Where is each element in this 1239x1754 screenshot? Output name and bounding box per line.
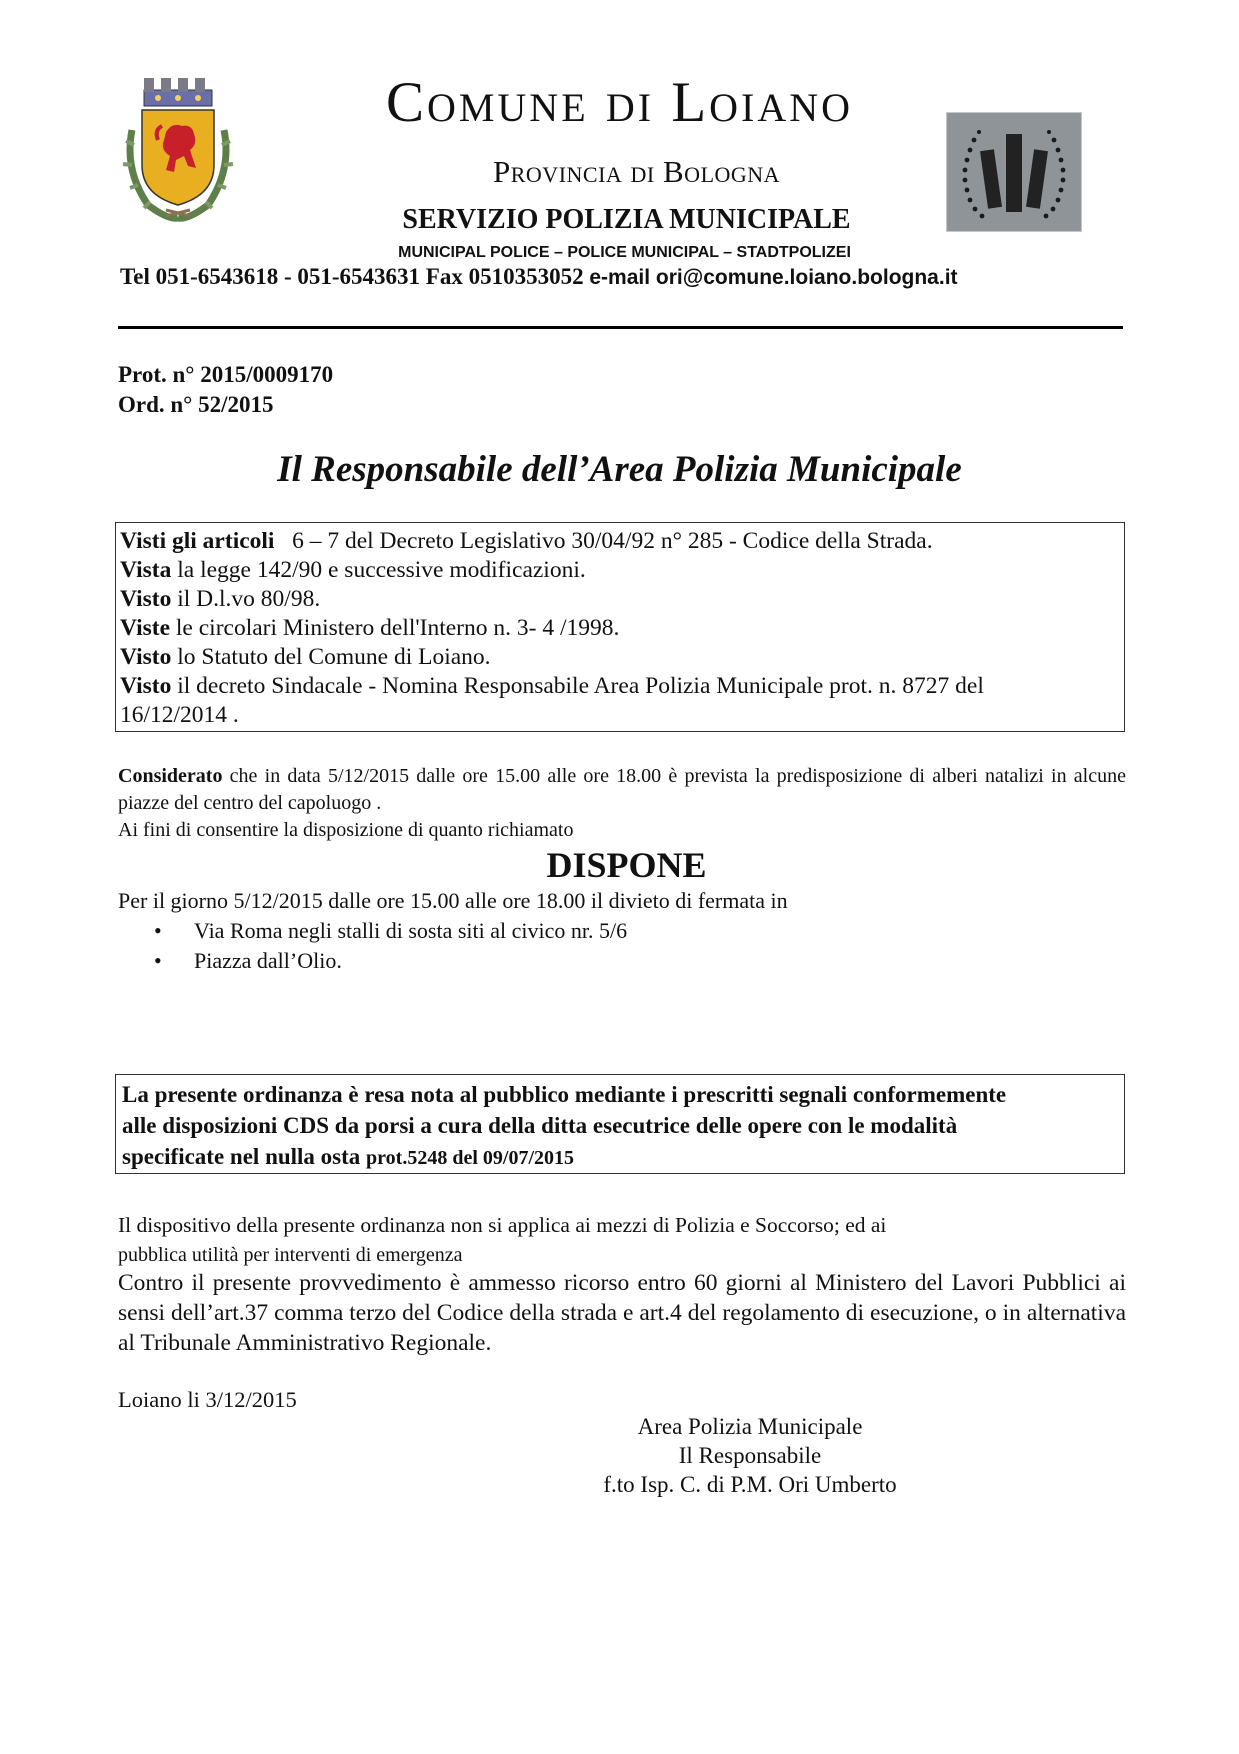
list-item: • Piazza dall’Olio. (154, 948, 342, 973)
applicability-line: Il dispositivo della presente ordinanza non si applica ai mezzi di Polizia e Soccorso; ed ai (118, 1213, 887, 1237)
reference-numbers (118, 360, 333, 420)
legal-basis-line: Vista la legge 142/90 e successive modificazioni. (120, 557, 586, 583)
notice-line: alle disposizioni CDS da porsi a cura della ditta esecutrice delle opere con le modalità (122, 1113, 958, 1138)
legal-basis-line: 16/12/2014 . (120, 702, 239, 728)
applicability-paragraph (118, 1210, 1126, 1270)
signature-department: Area Polizia Municipale (637, 1414, 863, 1439)
considered-paragraph (118, 763, 1126, 844)
title-part-1: Comune di (385, 71, 655, 134)
service-subtitle: MUNICIPAL POLICE – POLICE MUNICIPAL – STADTPOLIZEI (398, 244, 851, 261)
legal-basis-line: Visti gli articoli 6 – 7 del Decreto Legislativo 30/04/92 n° 285 - Codice della Strada. (120, 528, 933, 554)
appeal-paragraph: Contro il presente provvedimento è ammesso ricorso entro 60 giorni al Ministero del Lavori Pubblici ai sensi dell’art.37 comma terzo del Codice della strada e art.4 del regolamento di esecuzione, o in alternativa al Tribunale Amministrativo Regionale. (118, 1270, 1126, 1356)
protocol-number: Prot. n° 2015/0009170 (118, 362, 334, 387)
header-divider (118, 326, 1123, 329)
place-and-date: Loiano li 3/12/2015 (118, 1387, 297, 1412)
considered-text: Considerato che in data 5/12/2015 dalle ore 15.00 alle ore 18.00 è prevista la predisposizione di alberi natalizi in alcune piazze del centro del capoluogo . (118, 765, 1126, 814)
legal-basis-line: Viste le circolari Ministero dell'Interno n. 3- 4 /1998. (120, 615, 620, 641)
notice-line: specificate nel nulla osta prot.5248 del 09/07/2015 (122, 1144, 575, 1169)
legal-basis-box (115, 522, 1125, 732)
applicability-line: pubblica utilità per interventi di emergenza (118, 1244, 463, 1266)
order-intro: Per il giorno 5/12/2015 dalle ore 15.00 alle ore 18.00 il divieto di fermata in (118, 888, 788, 913)
publication-notice-box (115, 1074, 1125, 1174)
signature-role: Il Responsabile (678, 1443, 822, 1468)
legal-basis-line: Visto il decreto Sindacale - Nomina Responsabile Area Polizia Municipale prot. n. 8727 del (120, 673, 984, 699)
title-part-2: Loiano (671, 71, 854, 134)
notice-line: La presente ordinanza è resa nota al pubblico mediante i prescritti segnali conformemente (122, 1082, 1007, 1107)
list-item: • Via Roma negli stalli di sosta siti al civico nr. 5/6 (154, 918, 628, 943)
document-heading: Il Responsabile dell’Area Polizia Municipale (277, 449, 962, 490)
phone-fax: Tel 051-6543618 - 051-6543631 Fax 0510353052 (120, 264, 590, 289)
bullet-icon: • (154, 918, 162, 943)
contact-line (120, 264, 958, 290)
legal-basis-line: Visto lo Statuto del Comune di Loiano. (120, 644, 491, 670)
legal-basis-line: Visto il D.l.vo 80/98. (120, 586, 321, 612)
email-address[interactable]: e-mail ori@comune.loiano.bologna.it (589, 266, 958, 289)
province-label: Provincia di Bologna (493, 154, 781, 189)
service-name: SERVIZIO POLIZIA MUNICIPALE (402, 204, 851, 235)
signature-block (500, 1412, 1000, 1499)
dispone-heading: DISPONE (546, 845, 707, 885)
municipality-title (0, 70, 1239, 135)
ordinance-number: Ord. n° 52/2015 (118, 392, 274, 417)
signature-name: f.to Isp. C. di P.M. Ori Umberto (603, 1472, 897, 1497)
bullet-icon: • (154, 948, 162, 973)
considered-purpose: Ai fini di consentire la disposizione di quanto richiamato (118, 819, 574, 841)
